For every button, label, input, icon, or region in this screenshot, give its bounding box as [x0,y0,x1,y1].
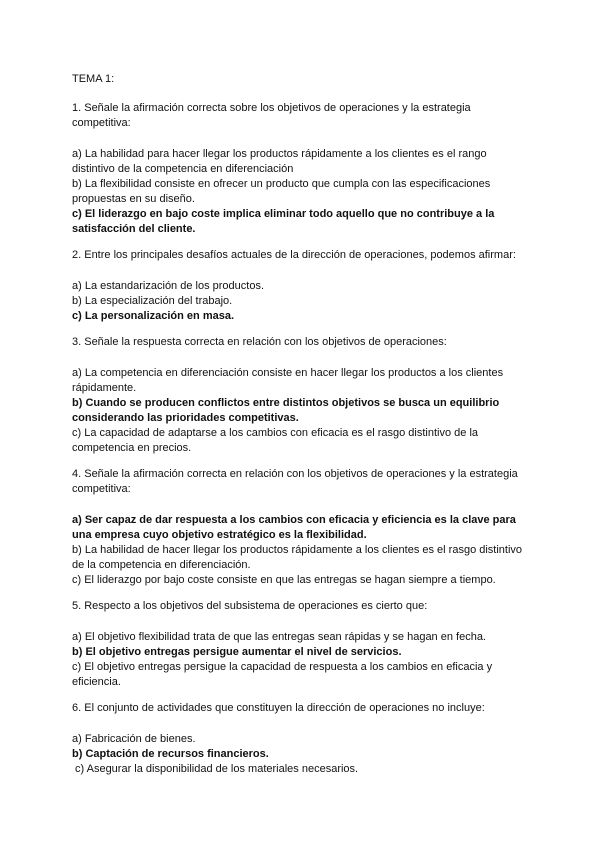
question-prompt: 3. Señale la respuesta correcta en relación con los objetivos de operaciones: [72,336,447,348]
answer-option-c-correct: c) El liderazgo en bajo coste implica eliminar todo aquello que no contribuye a la satisfacción del cliente. [72,208,495,235]
answer-option-a-correct: a) Ser capaz de dar respuesta a los cambios con eficacia y eficiencia es la clave para una empresa cuyo objetivo estratégico es la flexibilidad. [72,514,516,541]
answer-option-c: c) El objetivo entregas persigue la capacidad de respuesta a los cambios en eficacia y eficiencia. [72,661,493,688]
answer-option-b: b) La especialización del trabajo. [72,295,233,307]
document-page [72,72,532,788]
question-prompt: 1. Señale la afirmación correcta sobre los objetivos de operaciones y la estrategia competitiva: [72,102,471,129]
document-title: TEMA 1: [72,73,115,85]
answer-option-c: c) El liderazgo por bajo coste consiste en que las entregas se hagan siempre a tiempo. [72,574,496,586]
answer-option-b-correct: b) Cuando se producen conflictos entre distintos objetivos se busca un equilibrio considerando las prioridades competitivas. [72,397,500,424]
answer-option-b: b) La habilidad de hacer llegar los productos rápidamente a los clientes es el rasgo distintivo de la competencia en diferenciación. [72,544,523,571]
question-prompt: 6. El conjunto de actividades que constituyen la dirección de operaciones no incluye: [72,702,485,714]
question-5 [72,599,532,690]
question-prompt: 4. Señale la afirmación correcta en relación con los objetivos de operaciones y la estrategia competitiva: [72,468,518,495]
question-6 [72,701,532,777]
question-2 [72,248,532,324]
question-3 [72,335,532,456]
answer-option-c: c) Asegurar la disponibilidad de los materiales necesarios. [75,763,359,775]
answer-option-b: b) La flexibilidad consiste en ofrecer un producto que cumpla con las especificaciones propuestas en su diseño. [72,178,491,205]
question-prompt: 2. Entre los principales desafíos actuales de la dirección de operaciones, podemos afirmar: [72,249,516,261]
question-1 [72,101,532,237]
answer-option-a: a) La estandarización de los productos. [72,280,265,292]
question-4 [72,467,532,588]
question-prompt: 5. Respecto a los objetivos del subsistema de operaciones es cierto que: [72,600,428,612]
answer-option-c-correct: c) La personalización en masa. [72,310,235,322]
answer-option-a: a) La habilidad para hacer llegar los productos rápidamente a los clientes es el rango distintivo de la competencia en diferenciación [72,148,487,175]
answer-option-a: a) La competencia en diferenciación consiste en hacer llegar los productos a los clientes rápidamente. [72,367,504,394]
answer-option-c: c) La capacidad de adaptarse a los cambios con eficacia es el rasgo distintivo de la competencia en precios. [72,427,479,454]
answer-option-a: a) Fabricación de bienes. [72,733,196,745]
answer-option-b-correct: b) Captación de recursos financieros. [72,748,269,760]
answer-option-a: a) El objetivo flexibilidad trata de que las entregas sean rápidas y se hagan en fecha. [72,631,486,643]
answer-option-b-correct: b) El objetivo entregas persigue aumentar el nivel de servicios. [72,646,402,658]
